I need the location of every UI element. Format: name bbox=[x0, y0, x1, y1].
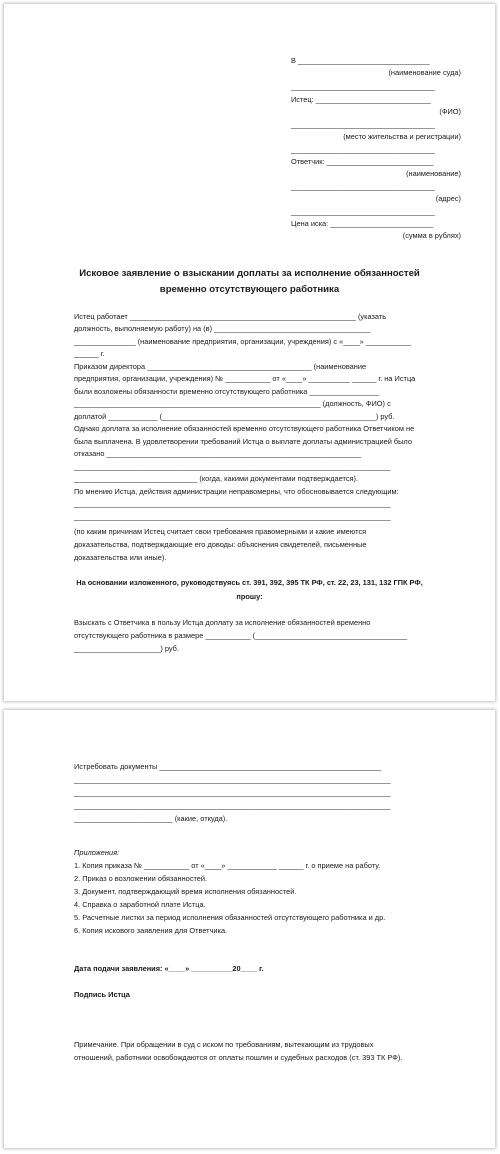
body-line: ______ г. bbox=[74, 349, 105, 358]
name-hint: (наименование) bbox=[406, 169, 461, 178]
attachment-item: 5. Расчетные листки за период исполнения обязанностей отсутствующего работника и др. bbox=[74, 913, 386, 922]
signature-label: Подпись Истца bbox=[74, 990, 130, 999]
request-line: _____________________) руб. bbox=[74, 644, 179, 653]
documents-line: _____________________________________________________________________________ bbox=[74, 775, 391, 784]
line-blank: ___________________________________ bbox=[291, 120, 435, 129]
attachment-item: 1. Копия приказа № ___________ от «____» ____________ ______ г. о приеме на работу. bbox=[74, 861, 381, 870]
body-line: _____________________________________________________________________________ bbox=[74, 499, 391, 508]
document-title-line1: Исковое заявление о взыскании доплаты за исполнение обязанностей bbox=[79, 268, 420, 279]
price-hint: (сумма в рублях) bbox=[402, 231, 461, 240]
body-line: доплатой ____________ (____________________________________________________) руб. bbox=[74, 412, 395, 421]
addr-hint: (адрес) bbox=[435, 194, 461, 203]
body-line: По мнению Истца, действия администрации неправомерны, что обосновывается следующим: bbox=[74, 487, 399, 496]
document-page-2 bbox=[4, 710, 495, 1148]
request-line: Взыскать с Ответчика в пользу Истца доплату за исполнение обязанностей временно bbox=[74, 618, 371, 627]
attachment-item: 3. Документ, подтверждающий время исполнения обязанностей. bbox=[74, 887, 297, 896]
line-blank: ___________________________________ bbox=[291, 182, 435, 191]
defendant-field: Ответчик: __________________________ bbox=[291, 157, 434, 166]
plaintiff-field: Истец: ____________________________ bbox=[291, 95, 431, 104]
filing-date: Дата подачи заявления: «____» __________20____ г. bbox=[74, 964, 264, 973]
body-line: Приказом директора ________________________________________ (наименование bbox=[74, 362, 367, 371]
note-line: отношений, работники освобождаются от оплаты пошлин и судебных расходов (ст. 393 ТК РФ). bbox=[74, 1053, 403, 1062]
attachments-title: Приложения: bbox=[74, 848, 120, 857]
documents-line: _____________________________________________________________________________ bbox=[74, 801, 391, 810]
attachment-item: 6. Копия искового заявления для Ответчика. bbox=[74, 926, 228, 935]
body-line: была выплачена. В удовлетворении требований Истца о выплате доплаты администрацией было bbox=[74, 437, 412, 446]
line-blank: ___________________________________ bbox=[291, 207, 435, 216]
body-line: отказано ______________________________________________________________ bbox=[74, 449, 362, 458]
body-line: ____________________________________________________________ (должность, ФИО) с bbox=[74, 399, 391, 408]
body-line: (по каким причинам Истец считает свои требования правомерными и какие имеются bbox=[74, 527, 367, 536]
attachment-item: 2. Приказ о возложении обязанностей. bbox=[74, 874, 208, 883]
fio-hint: (ФИО) bbox=[439, 107, 461, 116]
document-title-line2: временно отсутствующего работника bbox=[159, 284, 340, 295]
body-line: предприятия, организации, учреждения) № ___________ от «____» __________ ______ г. на Истца bbox=[74, 374, 416, 383]
court-field: В ________________________________ bbox=[291, 56, 430, 65]
body-line: ______________________________ (когда, какими документами подтверждается). bbox=[74, 474, 359, 483]
address-hint: (место жительства и регистрации) bbox=[343, 132, 461, 141]
body-line: Однако доплата за исполнение обязанностей временно отсутствующего работника Ответчиком не bbox=[74, 424, 415, 433]
body-line: были возложены обязанности временно отсутствующего работника _________________ bbox=[74, 387, 380, 396]
body-line: _____________________________________________________________________________ bbox=[74, 462, 391, 471]
basis-line2: прошу: bbox=[236, 592, 263, 601]
body-line: должность, выполняемую работу) на (в) ______________________________________ bbox=[74, 324, 371, 333]
documents-line: ________________________ (какие, откуда). bbox=[74, 814, 228, 823]
request-line: отсутствующего работника в размере ___________ (_____________________________________ bbox=[74, 631, 408, 640]
basis-line1: На основании изложенного, руководствуясь ст. 391, 392, 395 ТК РФ, ст. 22, 23, 131, 132 ГПК РФ, bbox=[76, 578, 423, 587]
documents-line: _____________________________________________________________________________ bbox=[74, 788, 391, 797]
document-page-1 bbox=[4, 4, 495, 701]
body-line: Истец работает _______________________________________________________ (указать bbox=[74, 312, 387, 321]
body-line: _______________ (наименование предприятия, организации, учреждения) с «____» ___________ bbox=[74, 337, 412, 346]
line-blank: ___________________________________ bbox=[291, 82, 435, 91]
documents-line: Истребовать документы ______________________________________________________ bbox=[74, 762, 382, 771]
note-line: Примечание. При обращении в суд с иском по требованиям, вытекающим из трудовых bbox=[74, 1040, 374, 1049]
attachment-item: 4. Справка о заработной плате Истца. bbox=[74, 900, 206, 909]
line-blank: ___________________________________ bbox=[291, 145, 435, 154]
court-hint: (наименование суда) bbox=[388, 68, 461, 77]
body-line: доказательства или иные). bbox=[74, 553, 167, 562]
body-line: доказательства, подтверждающие его доводы: объяснения свидетелей, письменные bbox=[74, 540, 367, 549]
body-line: _____________________________________________________________________________ bbox=[74, 512, 391, 521]
price-field: Цена иска: _________________________ bbox=[291, 219, 434, 228]
